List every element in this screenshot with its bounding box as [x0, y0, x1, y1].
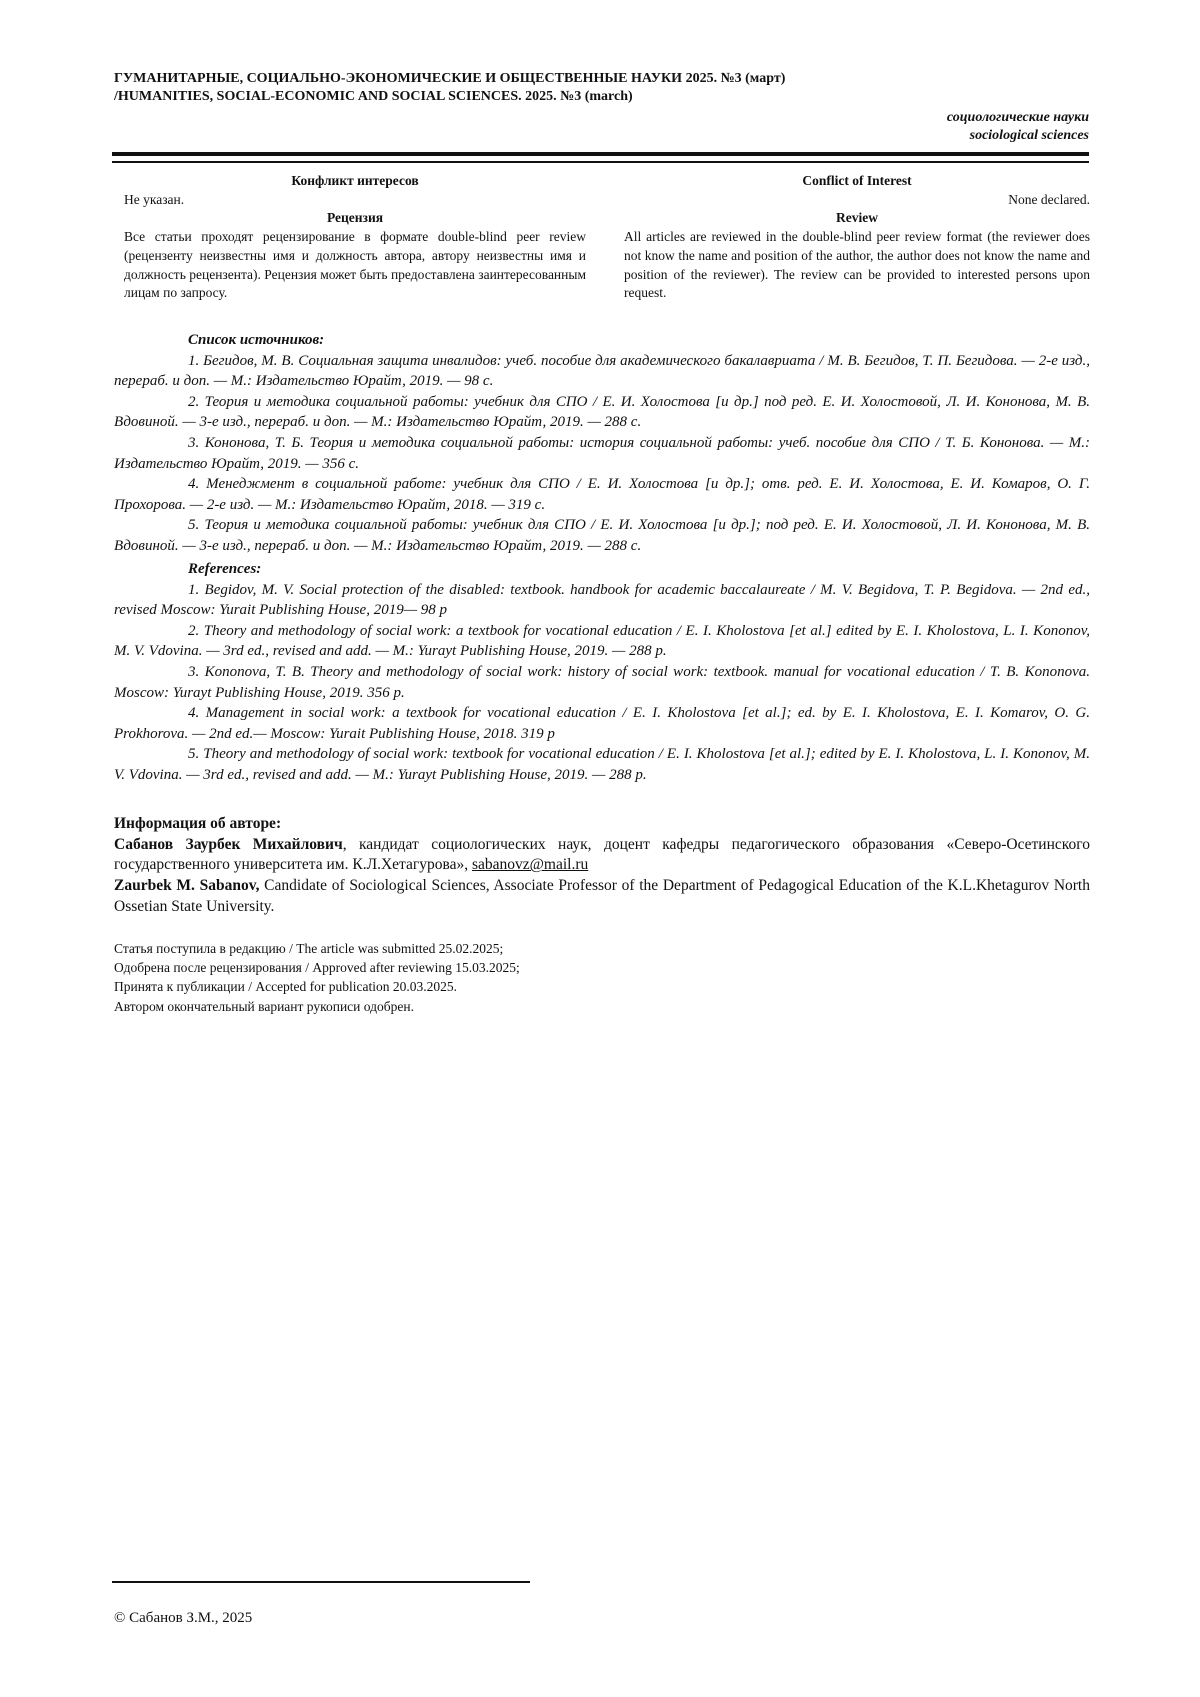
references-heading: References: — [188, 561, 262, 577]
copyright-notice: © Сабанов З.М., 2025 — [114, 1610, 253, 1626]
source-item: 1. Бегидов, М. В. Социальная защита инвалидов: учеб. пособие для академического бакалавриата / М. В. Бегидов, Т. П. Бегидова. — 2-е изд., перераб. и доп. — М.: Издательство Юрайт, 2019. — 98 с. — [114, 352, 1090, 390]
sources-list — [114, 330, 1090, 557]
source-item: 5. Теория и методика социальной работы: учебник для СПО / Е. И. Холостова [и др.]; под ред. Е. И. Холостовой, Л. И. Кононова, М. В. Вдовиной. — 3-е изд., перераб. и доп. — М.: Издательство Юрайт, 2019. — 288 с. — [114, 517, 1090, 554]
author-info — [114, 814, 1090, 918]
running-header — [114, 70, 1094, 106]
source-item: 3. Кононова, Т. Б. Теория и методика социальной работы: история социальной работы: учеб. пособие для СПО / Т. Б. Кононова. — М.: Издательство Юрайт, 2019. — 356 с. — [114, 434, 1090, 472]
review-text-ru: Все статьи проходят рецензирование в формате double-blind peer review (рецензенту неизвестны имя и должность автора, автору неизвестны имя и должность рецензента). Рецензия может быть предоставлена заинтересованным лицам по запросу. — [124, 229, 586, 301]
footnote-rule — [112, 1581, 530, 1583]
references-list — [114, 559, 1090, 786]
final-approval: Автором окончательный вариант рукописи одобрен. — [114, 998, 414, 1014]
date-approved: Одобрена после рецензирования / Approved after reviewing 15.03.2025; — [114, 960, 520, 976]
journal-title-en: /HUMANITIES, SOCIAL-ECONOMIC AND SOCIAL SCIENCES. 2025. №3 (march) — [114, 89, 633, 104]
sources-heading: Список источников: — [188, 332, 325, 348]
author-name-ru: Сабанов Заурбек Михайлович — [114, 835, 343, 853]
author-email-link[interactable]: sabanovz@mail.ru — [471, 856, 589, 874]
reference-item: 3. Kononova, T. B. Theory and methodology of social work: history of social work: textbook. manual for vocational education / T. B. Kononova. Moscow: Yurayt Publishing House, 2019. 356 p. — [114, 663, 1090, 701]
source-item: 2. Теория и методика социальной работы: учебник для СПО / Е. И. Холостова [и др.] под ред. Е. И. Холостовой, Л. И. Кононова, М. В. Вдовиной. — 3-е изд., перераб. и доп. — М.: Издательство Юрайт, 2019. — 288 с. — [114, 393, 1090, 431]
header-rule-thick — [112, 152, 1089, 156]
conflict-text-ru: Не указан. — [124, 191, 185, 207]
reference-item: 4. Management in social work: a textbook for vocational education / E. I. Kholostova [et al.]; ed. by E. I. Kholostova, E. I. Komarov, O. G. Prokhorova. — 2nd ed.— Moscow: Yurait Publishing House, 2018. 319 p — [114, 705, 1090, 742]
journal-title-ru: ГУМАНИТАРНЫЕ, СОЦИАЛЬНО-ЭКОНОМИЧЕСКИЕ И ОБЩЕСТВЕННЫЕ НАУКИ 2025. №3 (март) — [114, 71, 786, 86]
declarations-ru — [124, 172, 586, 303]
conflict-heading-en: Conflict of Interest — [802, 173, 912, 188]
date-submitted: Статья поступила в редакцию / The article was submitted 25.02.2025; — [114, 941, 504, 956]
reference-item: 2. Theory and methodology of social work: a textbook for vocational education / E. I. Kholostova [et al.] edited by E. I. Kholostova, L. I. Kononov, M. V. Vdovina. — 3rd ed., revised and add. — M.: Yurayt Publishing House, 2019. — 288 p. — [114, 622, 1090, 660]
review-heading-en: Review — [836, 210, 878, 226]
publication-dates — [114, 939, 520, 1016]
author-affiliation-en: Candidate of Sociological Sciences, Associate Professor of the Department of Pedagogical Education of the K.L.Khetagurov North Ossetian State University. — [114, 877, 1090, 915]
conflict-heading-ru: Конфликт интересов — [291, 173, 419, 188]
declarations-en — [624, 172, 1090, 303]
section-label-en: sociological sciences — [969, 128, 1089, 143]
section-label — [947, 109, 1089, 145]
author-bio-ru — [114, 835, 1090, 876]
author-heading: Информация об авторе: — [114, 815, 282, 832]
review-heading-ru: Рецензия — [326, 210, 384, 226]
author-name-en: Zaurbek M. Sabanov, — [114, 877, 260, 895]
author-affiliation-ru: , кандидат социологических наук, доцент кафедры педагогического образования «Северо-Осетинского государственного университета им. К.Л.Хетагурова», — [114, 835, 1090, 874]
conflict-text-en: None declared. — [1008, 191, 1090, 207]
source-item: 4. Менеджмент в социальной работе: учебник для СПО / Е. И. Холостова [и др.]; отв. ред. Е. И. Холостова, Е. И. Комаров, О. Г. Прохорова. — 2-е изд. — М.: Издательство Юрайт, 2018. — 319 с. — [114, 476, 1090, 513]
reference-item: 5. Theory and methodology of social work: textbook for vocational education / E. I. Kholostova [et al.]; edited by E. I. Kholostova, L. I. Kononov, M. V. Vdovina. — 3rd ed., revised and add. — M.: Yurayt Publishing House, 2019. — 288 p. — [114, 746, 1090, 783]
date-accepted: Принята к публикации / Accepted for publication 20.03.2025. — [114, 979, 458, 995]
reference-item: 1. Begidov, M. V. Social protection of the disabled: textbook. handbook for academic baccalaureate / M. V. Begidova, T. P. Begidova. — 2nd ed., revised Moscow: Yurait Publishing House, 2019— 98 p — [114, 581, 1090, 619]
header-rule-thin — [112, 161, 1089, 163]
author-bio-en — [114, 876, 1090, 917]
review-text-en: All articles are reviewed in the double-blind peer review format (the reviewer does not know the name and position of the author, the author does not know the name and position of the reviewer). The review can be provided to interested persons upon request. — [624, 229, 1090, 301]
section-label-ru: социологические науки — [946, 110, 1089, 125]
